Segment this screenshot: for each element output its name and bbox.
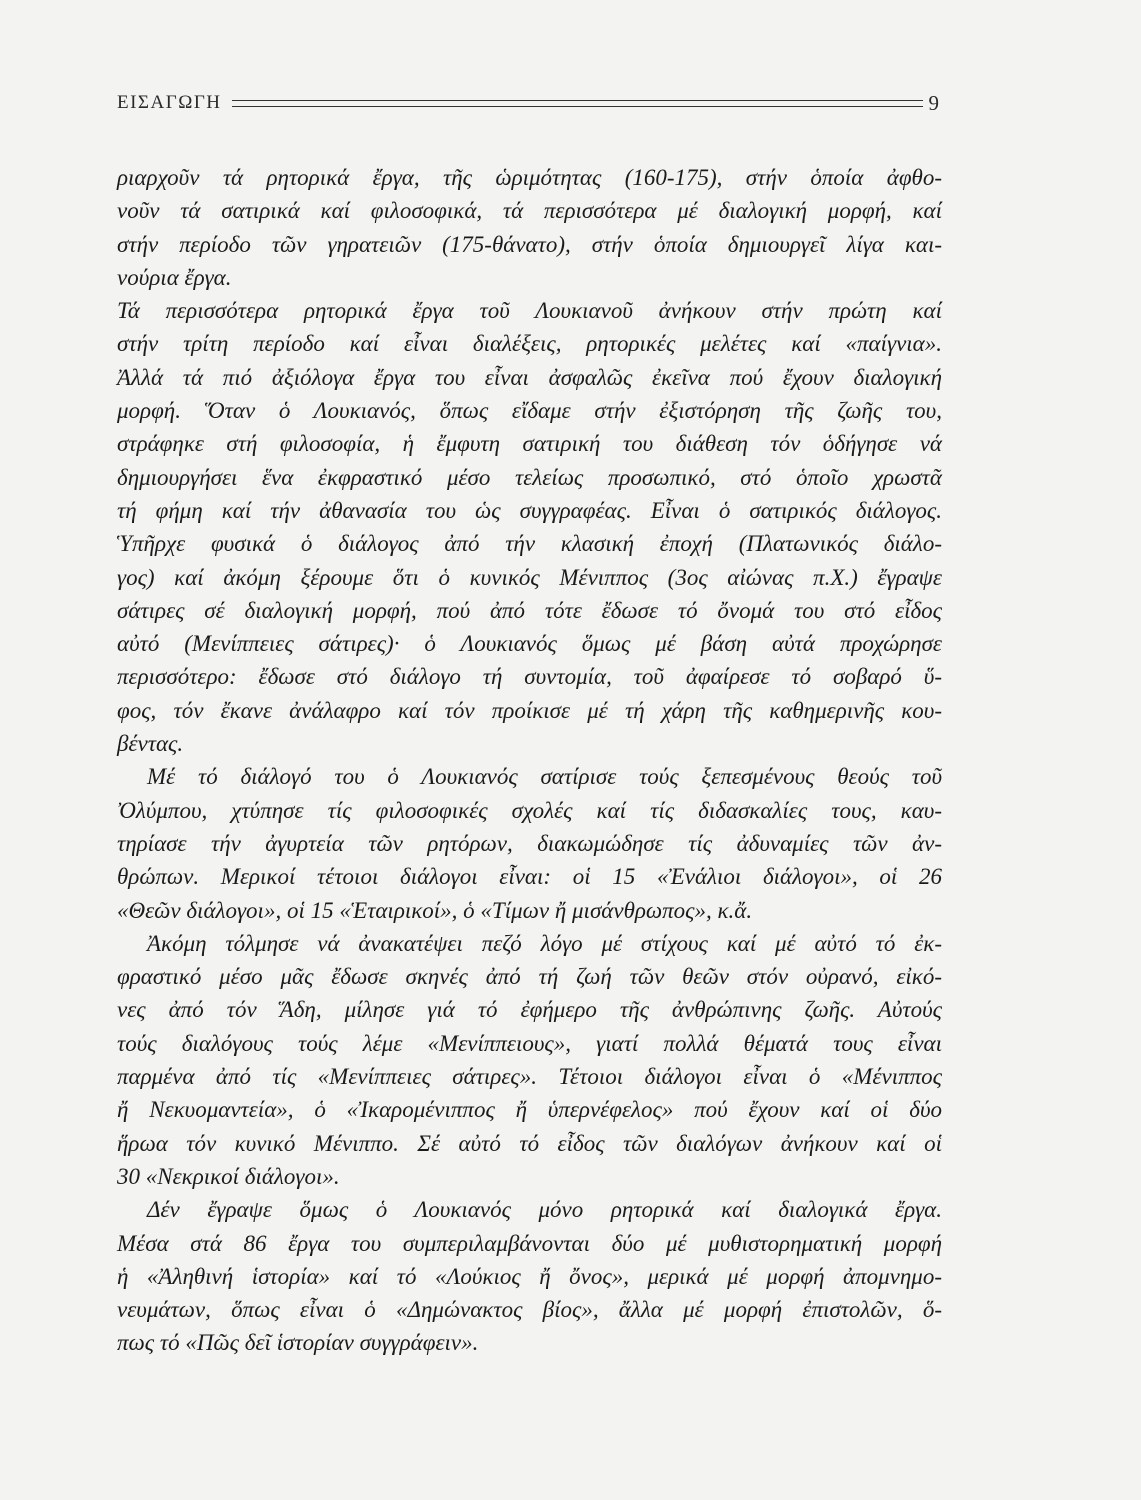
text-line: παρμένα ἀπό τίς «Μενίππειες σάτιρες». Τέτοιοι διάλογοι εἶναι ὁ «Μένιππος <box>117 1064 942 1090</box>
text-line: τηρίασε τήν ἀγυρτεία τῶν ρητόρων, διακωμώδησε τίς ἀδυναμίες τῶν ἀν- <box>117 830 942 856</box>
text-line: Ἀλλά τά πιό ἀξιόλογα ἔργα του εἶναι ἀσφαλῶς ἐκεῖνα πού ἔχουν διαλογική <box>117 364 942 390</box>
text-line: νοῦν τά σατιρικά καί φιλοσοφικά, τά περισσότερα μέ διαλογική μορφή, καί <box>117 198 942 224</box>
text-line: νευμάτων, ὅπως εἶναι ὁ «Δημώνακτος βίος», ἄλλα μέ μορφή ἐπιστολῶν, ὅ- <box>117 1297 942 1323</box>
text-line: δημιουργήσει ἕνα ἐκφραστικό μέσο τελείως προσωπικό, στό ὁποῖο χρωστᾶ <box>117 464 942 490</box>
text-line: Μέσα στά 86 ἔργα του συμπεριλαμβάνονται δύο μέ μυθιστορηματική μορφή <box>117 1230 942 1256</box>
text-line: σάτιρες σέ διαλογική μορφή, πού ἀπό τότε ἔδωσε τό ὄνομά του στό εἶδος <box>117 597 942 623</box>
text-line: Δέν ἔγραψε ὅμως ὁ Λουκιανός μόνο ρητορικά καί διαλογικά ἔργα. <box>147 1197 942 1223</box>
text-line: βέντας. <box>117 731 184 757</box>
text-line: τούς διαλόγους τούς λέμε «Μενίππειους», γιατί πολλά θέματά τους εἶναι <box>117 1030 942 1056</box>
text-line: Ἀκόμη τόλμησε νά ἀνακατέψει πεζό λόγο μέ στίχους καί μέ αὐτό τό ἐκ- <box>147 930 942 956</box>
text-line: Ὀλύμπου, χτύπησε τίς φιλοσοφικές σχολές καί τίς διδασκαλίες τους, καυ- <box>117 797 942 823</box>
text-line: ἥρωα τόν κυνικό Μένιππο. Σέ αὐτό τό εἶδος τῶν διαλόγων ἀνήκουν καί οἱ <box>117 1130 942 1156</box>
text-body <box>117 161 942 1360</box>
text-line: θρώπων. Μερικοί τέτοιοι διάλογοι εἶναι: οἱ 15 «Ἐνάλιοι διάλογοι», οἱ 26 <box>117 864 942 890</box>
text-line: Τά περισσότερα ρητορικά ἔργα τοῦ Λουκιανοῦ ἀνήκουν στήν πρώτη καί <box>117 298 942 324</box>
text-line: ἡ «Ἀληθινή ἱστορία» καί τό «Λούκιος ἤ ὄνος», μερικά μέ μορφή ἀπομνημο- <box>117 1263 942 1289</box>
text-line: φραστικό μέσο μᾶς ἔδωσε σκηνές ἀπό τή ζωή τῶν θεῶν στόν οὐρανό, εἰκό- <box>117 964 942 990</box>
text-line: τή φήμη καί τήν ἀθανασία του ὡς συγγραφέας. Εἶναι ὁ σατιρικός διάλογος. <box>117 497 942 523</box>
page-header <box>117 88 939 118</box>
text-line: «Θεῶν διάλογοι», οἱ 15 «Ἑταιρικοί», ὁ «Τίμων ἤ μισάνθρωπος», κ.ἄ. <box>117 897 753 923</box>
text-line: στήν τρίτη περίοδο καί εἶναι διαλέξεις, ρητορικές μελέτες καί «παίγνια». <box>117 331 942 357</box>
text-line: νούρια ἔργα. <box>117 264 232 290</box>
text-line: στήν περίοδο τῶν γηρατειῶν (175-θάνατο), στήν ὁποία δημιουργεῖ λίγα και- <box>117 231 942 257</box>
text-line: ἤ Νεκυομαντεία», ὁ «Ἰκαρομένιππος ἤ ὑπερνέφελος» πού ἔχουν καί οἱ δύο <box>117 1097 942 1123</box>
page-number: 9 <box>928 90 939 115</box>
text-line: 30 «Νεκρικοί διάλογοι». <box>117 1163 340 1189</box>
text-line: πως τό «Πῶς δεῖ ἱστορίαν συγγράφειν». <box>117 1330 479 1356</box>
text-line: γος) καί ἀκόμη ξέρουμε ὅτι ὁ κυνικός Μένιππος (3ος αἰώνας π.Χ.) ἔγραψε <box>117 564 942 590</box>
text-line: Ὑπῆρχε φυσικά ὁ διάλογος ἀπό τήν κλασική ἐποχή (Πλατωνικός διάλο- <box>117 531 942 557</box>
text-line: αὐτό (Μενίππειες σάτιρες)· ὁ Λουκιανός ὅμως μέ βάση αὐτά προχώρησε <box>117 631 942 657</box>
text-line: μορφή. Ὅταν ὁ Λουκιανός, ὅπως εἴδαμε στήν ἐξιστόρηση τῆς ζωῆς του, <box>117 398 942 424</box>
running-head: ΕΙΣΑΓΩΓΗ <box>117 92 222 113</box>
text-line: περισσότερο: ἔδωσε στό διάλογο τή συντομία, τοῦ ἀφαίρεσε τό σοβαρό ὕ- <box>117 664 942 690</box>
text-line: στράφηκε στή φιλοσοφία, ἡ ἔμφυτη σατιρική του διάθεση τόν ὁδήγησε νά <box>117 431 942 457</box>
text-line: νες ἀπό τόν Ἅδη, μίλησε γιά τό ἐφήμερο τῆς ἀνθρώπινης ζωῆς. Αὐτούς <box>117 997 942 1023</box>
header-rule <box>232 100 923 107</box>
text-line: Μέ τό διάλογό του ὁ Λουκιανός σατίρισε τούς ξεπεσμένους θεούς τοῦ <box>147 764 942 790</box>
text-line: ριαρχοῦν τά ρητορικά ἔργα, τῆς ὡριμότητας (160-175), στήν ὁποία ἀφθο- <box>117 165 942 190</box>
text-line: φος, τόν ἔκανε ἀνάλαφρο καί τόν προίκισε μέ τή χάρη τῆς καθημερινῆς κου- <box>117 697 942 723</box>
